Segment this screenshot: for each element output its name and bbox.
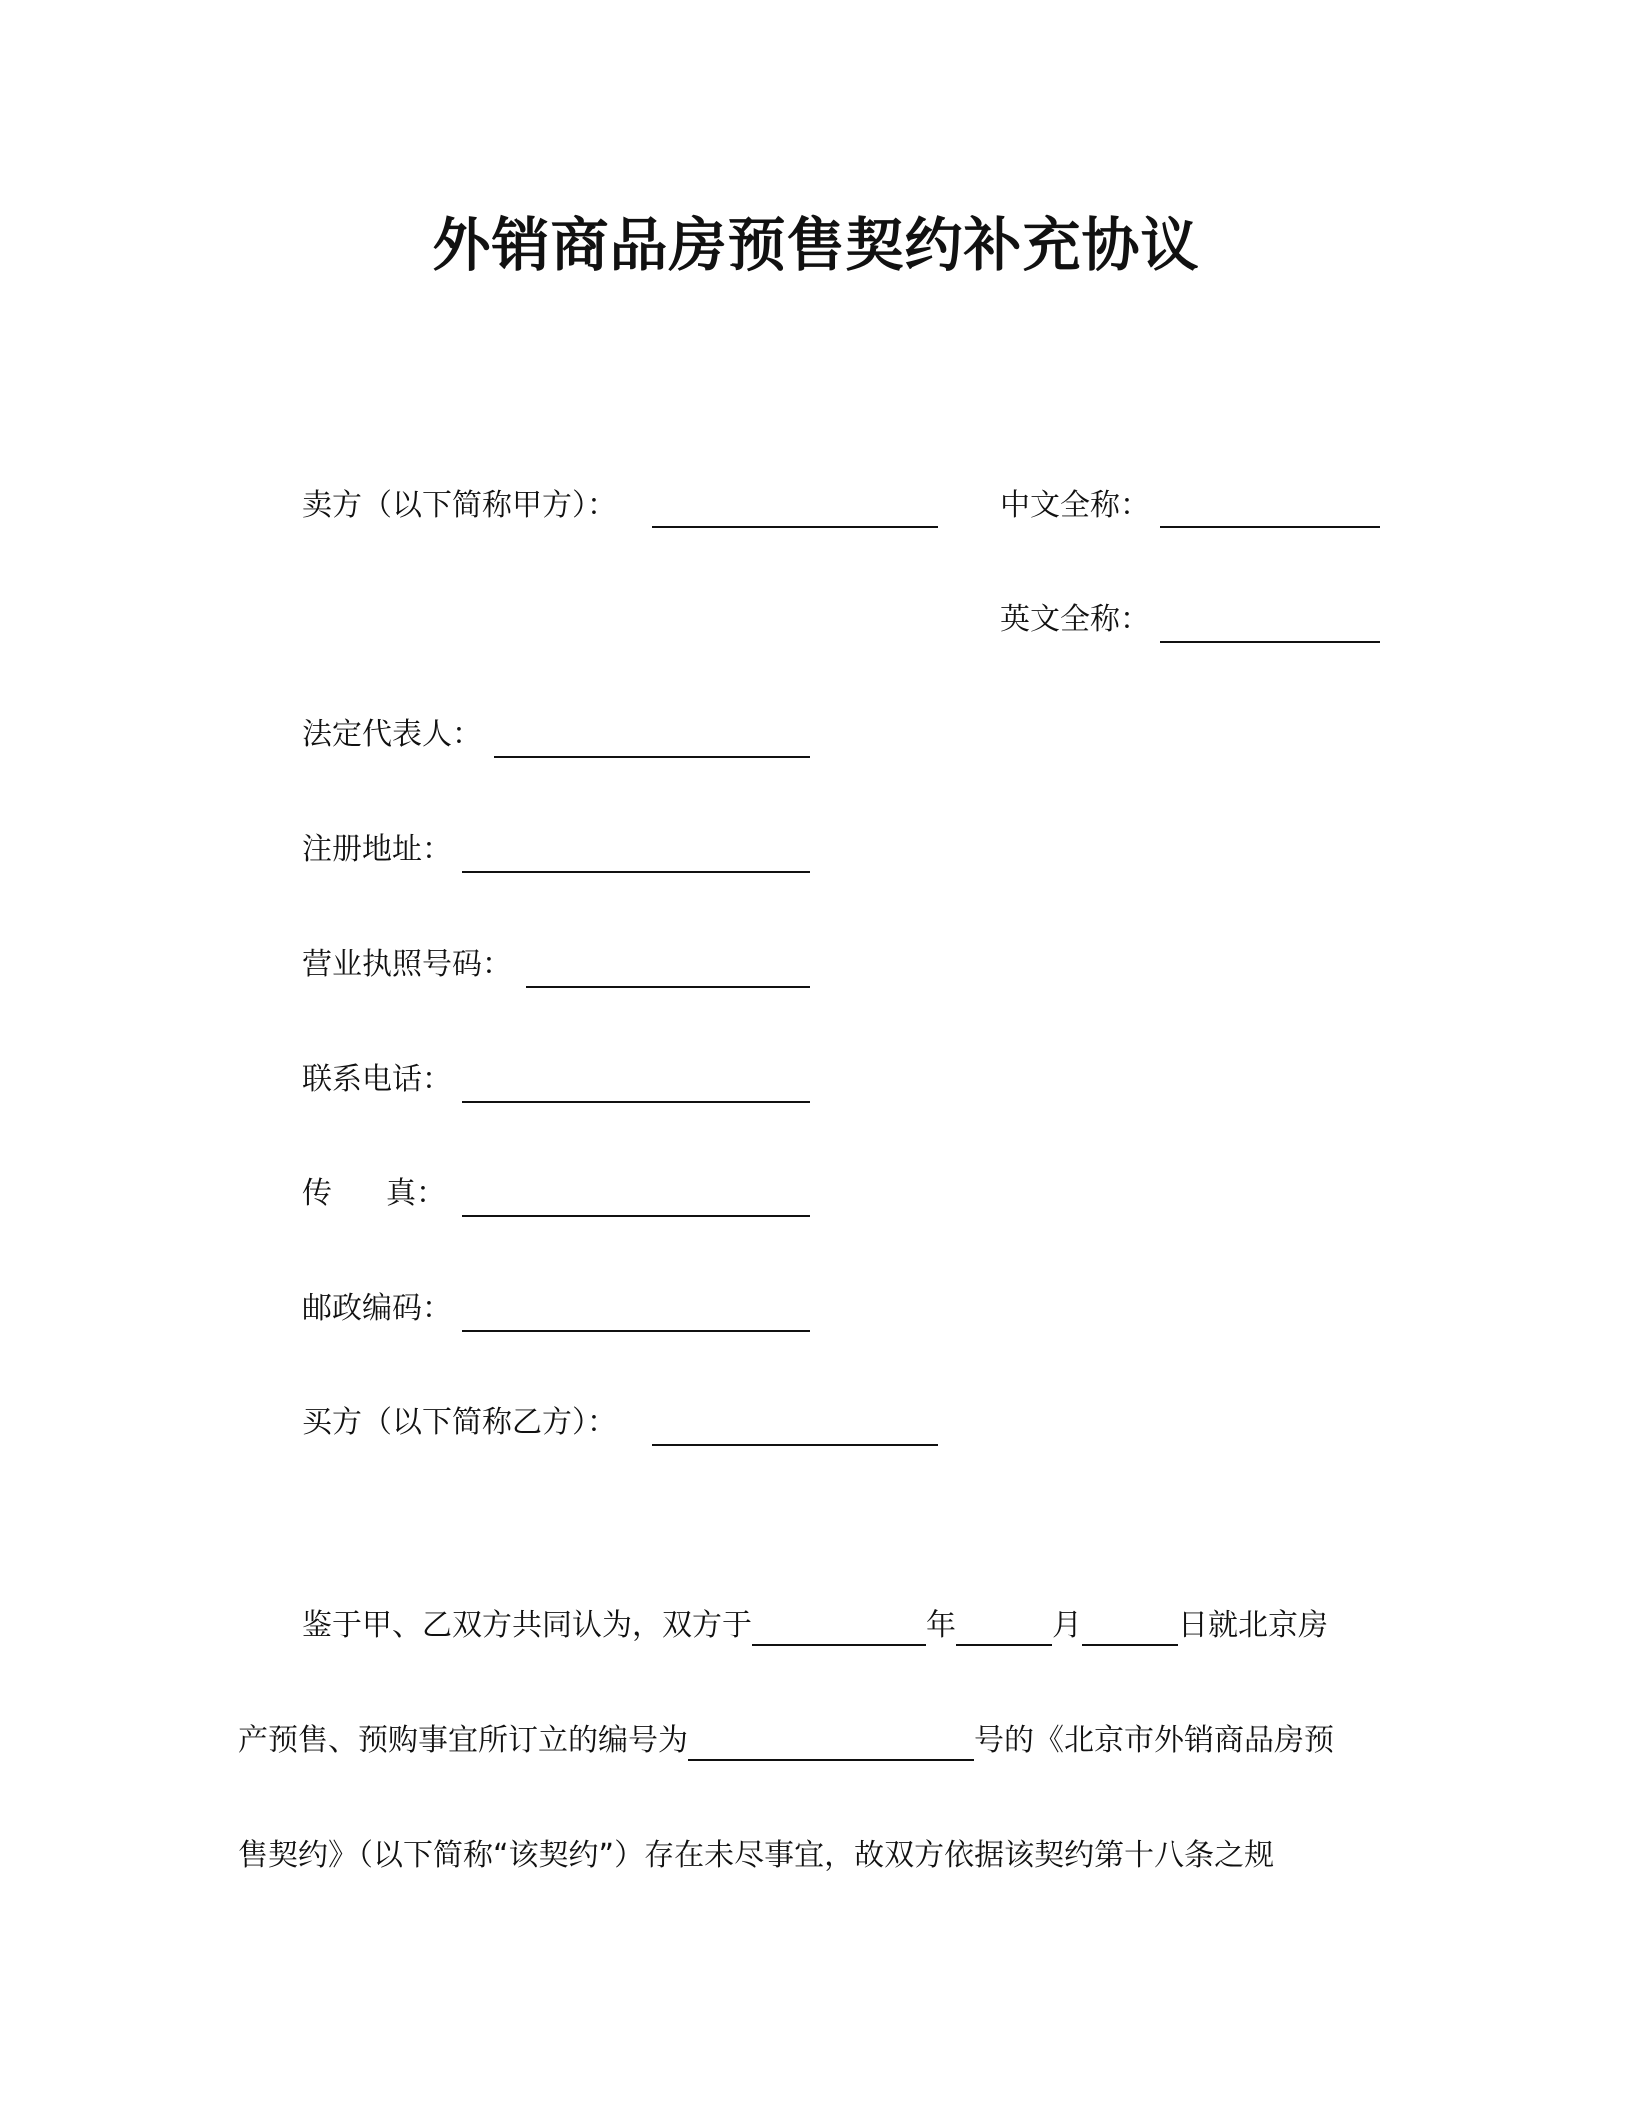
para-l2-a: 产预售、预购事宜所订立的编号为 — [238, 1723, 688, 1758]
en-name-label: 英文全称： — [1000, 602, 1150, 637]
fax-label — [302, 1174, 446, 1214]
phone-label: 联系电话： — [302, 1062, 452, 1097]
legal-rep-label: 法定代表人： — [302, 717, 482, 752]
cn-name-label: 中文全称： — [1000, 488, 1150, 523]
paragraph-line-2 — [238, 1721, 1334, 1761]
seller-blank[interactable] — [652, 526, 938, 528]
paragraph-line-1 — [302, 1606, 1328, 1646]
fax-label-part1: 传 — [302, 1176, 332, 1211]
cn-name-blank[interactable] — [1160, 526, 1380, 528]
phone-blank[interactable] — [462, 1101, 810, 1103]
postcode-blank[interactable] — [462, 1330, 810, 1332]
para-l1-b: 年 — [926, 1608, 956, 1643]
legal-rep-blank[interactable] — [494, 756, 810, 758]
license-label: 营业执照号码： — [302, 947, 512, 982]
document-title: 外销商品房预售契约补充协议 — [432, 211, 1200, 279]
fax-blank[interactable] — [462, 1215, 810, 1217]
reg-address-label: 注册地址： — [302, 832, 452, 867]
para-l1-a: 鉴于甲、乙双方共同认为，双方于 — [302, 1608, 752, 1643]
fax-label-part2: 真： — [386, 1176, 446, 1211]
buyer-blank[interactable] — [652, 1444, 938, 1446]
para-l2-b: 号的《北京市外销商品房预 — [974, 1723, 1334, 1758]
en-name-blank[interactable] — [1160, 641, 1380, 643]
paragraph-line-3: 售契约》（以下简称“该契约”）存在未尽事宜，故双方依据该契约第十八条之规 — [238, 1838, 1275, 1873]
date-month-blank[interactable] — [956, 1610, 1052, 1646]
reg-address-blank[interactable] — [462, 871, 810, 873]
seller-label: 卖方（以下简称甲方）： — [302, 488, 617, 523]
postcode-label: 邮政编码： — [302, 1291, 452, 1326]
para-l1-d: 日就北京房 — [1178, 1608, 1328, 1643]
para-l1-c: 月 — [1052, 1608, 1082, 1643]
license-blank[interactable] — [526, 986, 810, 988]
buyer-label: 买方（以下简称乙方）： — [302, 1405, 617, 1440]
date-year-blank[interactable] — [752, 1610, 926, 1646]
date-day-blank[interactable] — [1082, 1610, 1178, 1646]
contract-number-blank[interactable] — [688, 1725, 974, 1761]
